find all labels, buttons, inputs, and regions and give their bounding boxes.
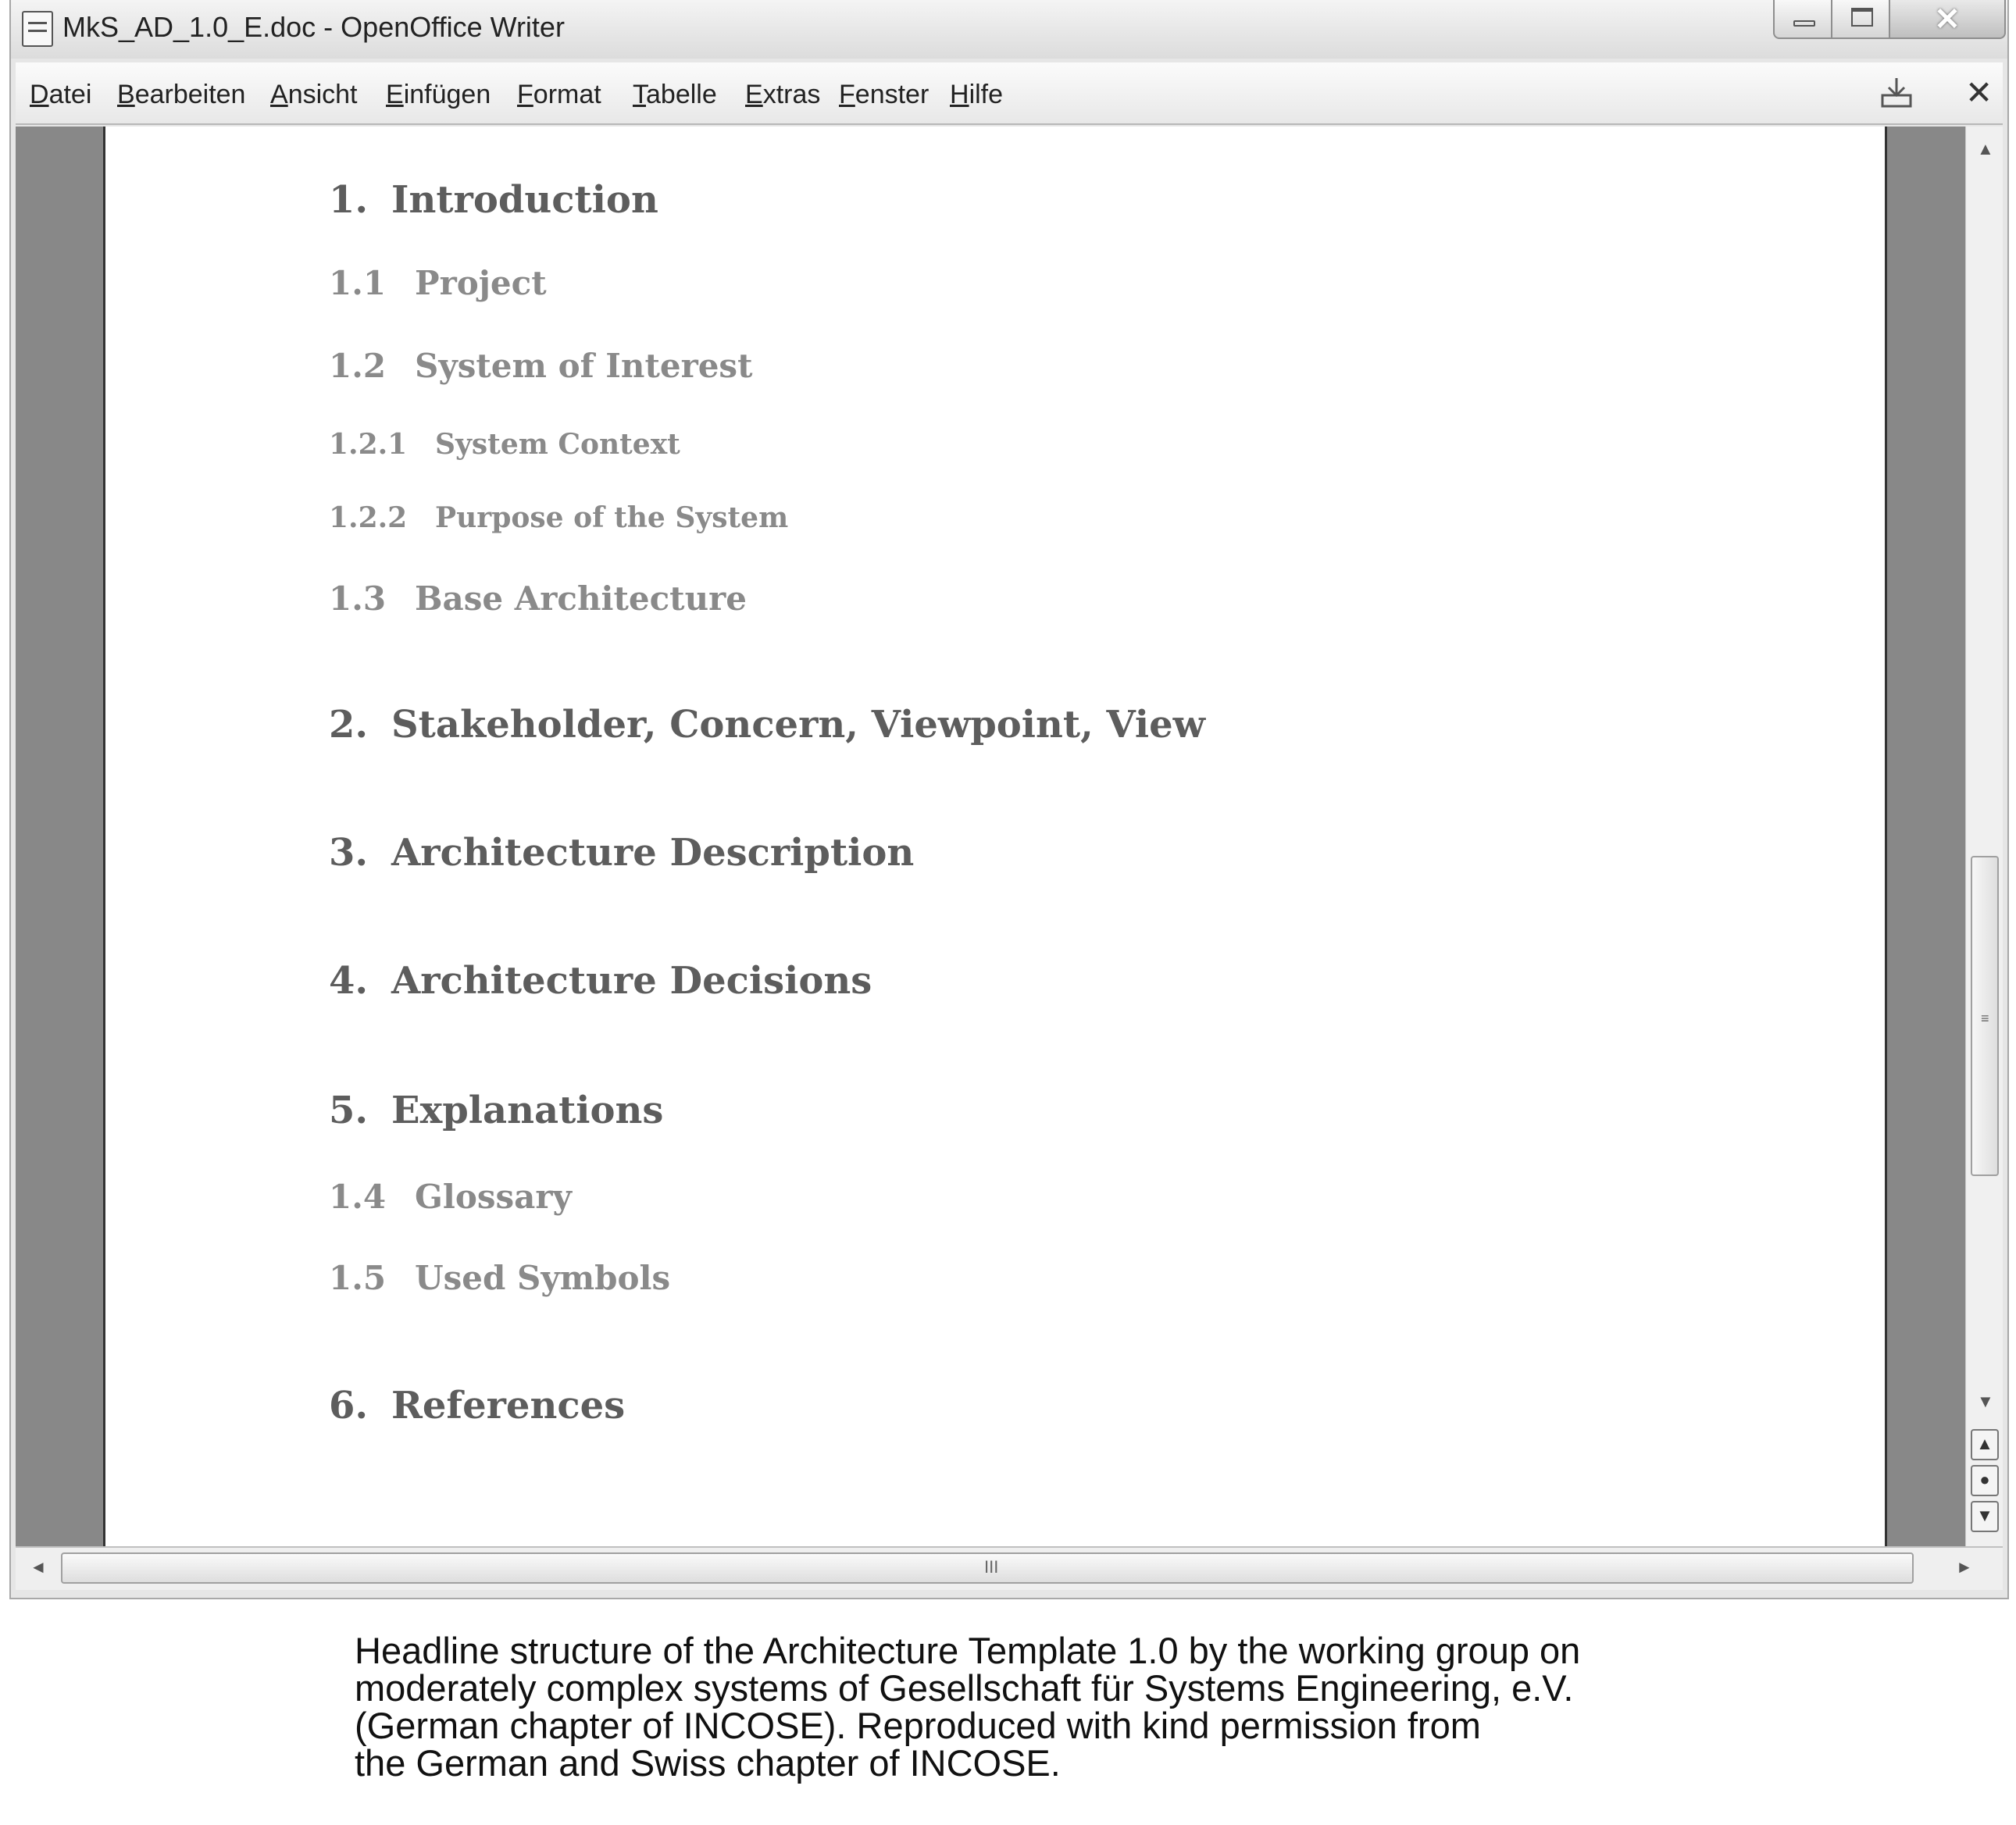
maximize-button[interactable]	[1831, 0, 1890, 39]
horizontal-scrollbar[interactable]	[16, 1546, 2003, 1590]
vertical-scrollbar[interactable]	[1965, 127, 2003, 1546]
caption-line: the German and Swiss chapter of INCOSE.	[355, 1742, 1061, 1784]
menu-bearbeiten[interactable]: Bearbeiten	[117, 80, 246, 109]
scroll-up-icon[interactable]: ▲	[1977, 139, 1994, 159]
menu-ansicht[interactable]: Ansicht	[270, 80, 358, 109]
horizontal-scroll-thumb[interactable]	[61, 1552, 1914, 1584]
close-button[interactable]	[1889, 0, 2006, 39]
next-icon: ▼	[1976, 1506, 1993, 1525]
menu-format[interactable]: Format	[517, 80, 601, 109]
window-title: MkS_AD_1.0_E.doc - OpenOffice Writer	[62, 11, 565, 43]
menu-einfuegen[interactable]: Einfügen	[386, 80, 491, 109]
document-page[interactable]: 1. Introduction 1.1 Project 1.2 System of Interest 1.2.1 System Context 1.2.2 Purpose of the System 1.3 Base Architecture 2. Stakeholder, Concern, Viewpoint, View 3. Architecture Description 4. Architecture Decisions 5. Explanations 1.4 Glossary 1.5 Used Symbols 6. References	[103, 127, 1887, 1546]
minimize-button[interactable]	[1773, 0, 1832, 39]
grip-icon: ≡	[1981, 1011, 1989, 1026]
scroll-left-icon[interactable]: ◄	[30, 1557, 47, 1577]
menu-extras[interactable]: Extras	[745, 80, 821, 109]
caption-line: Headline structure of the Architecture Template 1.0 by the working group on	[355, 1630, 1581, 1671]
caption-line: (German chapter of INCOSE). Reproduced with kind permission from	[355, 1705, 1481, 1746]
previous-page-button[interactable]	[1971, 1429, 1999, 1460]
scroll-down-icon[interactable]: ▼	[1977, 1392, 1994, 1411]
navigation-button[interactable]	[1971, 1465, 1999, 1496]
menu-datei[interactable]: Datei	[30, 80, 92, 109]
close-icon: ✕	[1934, 2, 1961, 37]
download-icon[interactable]	[1879, 75, 1914, 109]
menu-tabelle[interactable]: Tabelle	[633, 80, 717, 109]
grip-icon: III	[984, 1557, 999, 1577]
previous-icon: ▲	[1976, 1434, 1993, 1453]
next-page-button[interactable]	[1971, 1501, 1999, 1532]
vertical-scroll-thumb[interactable]	[1971, 856, 1999, 1176]
scroll-right-icon[interactable]: ►	[1956, 1557, 1973, 1577]
application-window	[9, 0, 2009, 1599]
document-icon	[22, 11, 53, 47]
figure-caption	[355, 1632, 1839, 1782]
close-document-icon[interactable]: ✕	[1965, 74, 1993, 111]
document-area	[16, 127, 1965, 1546]
caption-line: moderately complex systems of Gesellschaft für Systems Engineering, e.V.	[355, 1667, 1574, 1709]
menu-fenster[interactable]: Fenster	[839, 80, 930, 109]
navigation-icon: ●	[1979, 1470, 1990, 1489]
menu-hilfe[interactable]: Hilfe	[950, 80, 1004, 109]
menu-bar	[16, 62, 2003, 125]
title-bar[interactable]	[11, 0, 2007, 59]
